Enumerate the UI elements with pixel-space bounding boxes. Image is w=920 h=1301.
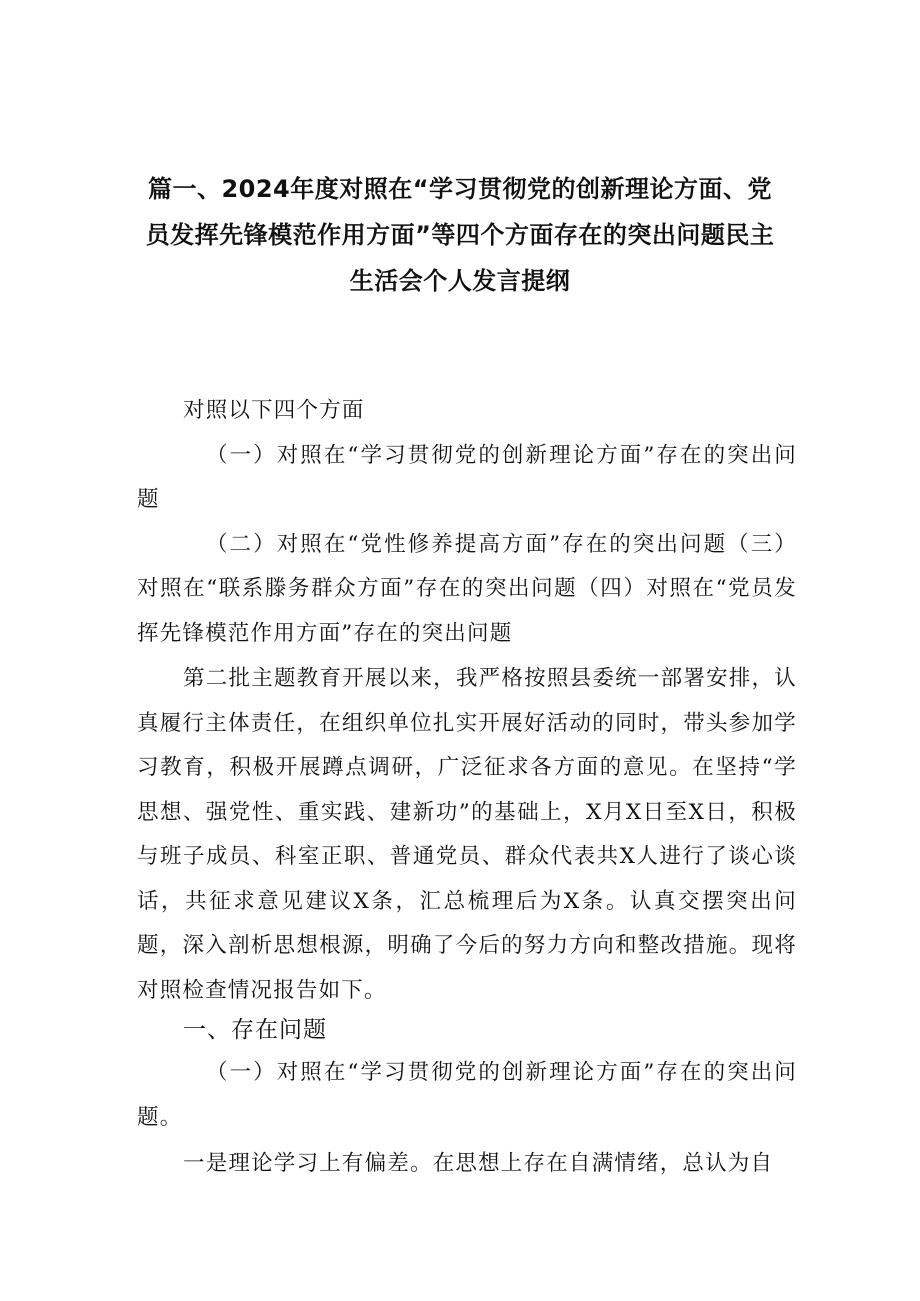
title-line-1: 篇一、2024年度对照在“学习贯彻党的创新理论方面、党 — [147, 175, 773, 203]
intro-item-2: （二）对照在“党性修养提高方面”存在的突出问题（三）对照在“联系滕务群众方面”存在的突出问题（四）对照在“党员发挥先锋模范作用方面”存在的突出问题 — [137, 531, 797, 646]
title-line-3: 生活会个人发言提纲 — [349, 267, 571, 295]
problems-section — [137, 1051, 797, 1187]
intro-lead: 对照以下四个方面 — [183, 398, 365, 423]
problems-subheading: （一）对照在“学习贯彻党的创新理论方面”存在的突出问题。 — [137, 1060, 797, 1130]
problem-point-1: 一是理论学习上有偏差。在思想上存在自满情绪，总认为自 — [183, 1151, 774, 1176]
main-section — [137, 657, 797, 1013]
document-title — [120, 166, 800, 304]
intro-item-1: （一）对照在“学习贯彻党的创新理论方面”存在的突出问题 — [137, 442, 797, 512]
title-line-2: 员发挥先锋模范作用方面”等四个方面存在的突出问题民主 — [145, 221, 775, 249]
intro-section — [137, 389, 797, 656]
main-paragraph: 第二批主题教育开展以来，我严格按照县委统一部署安排，认真履行主体责任，在组织单位扎实开展好活动的同时，带头参加学习教育，积极开展蹲点调研，广泛征求各方面的意见。在坚持“学思想、强党性、重实践、建新功”的基础上，X月X日至X日，积极与班子成员、科室正职、普通党员、群众代表共X人进行了谈心谈话，共征求意见建议X条，汇总梳理后为X条。认真交摆突出问题，深入剖析思想根源，明确了今后的努力方向和整改措施。现将对照检查情况报告如下。 — [137, 666, 797, 1003]
section-heading-problems: 一、存在问题 — [183, 1017, 327, 1043]
